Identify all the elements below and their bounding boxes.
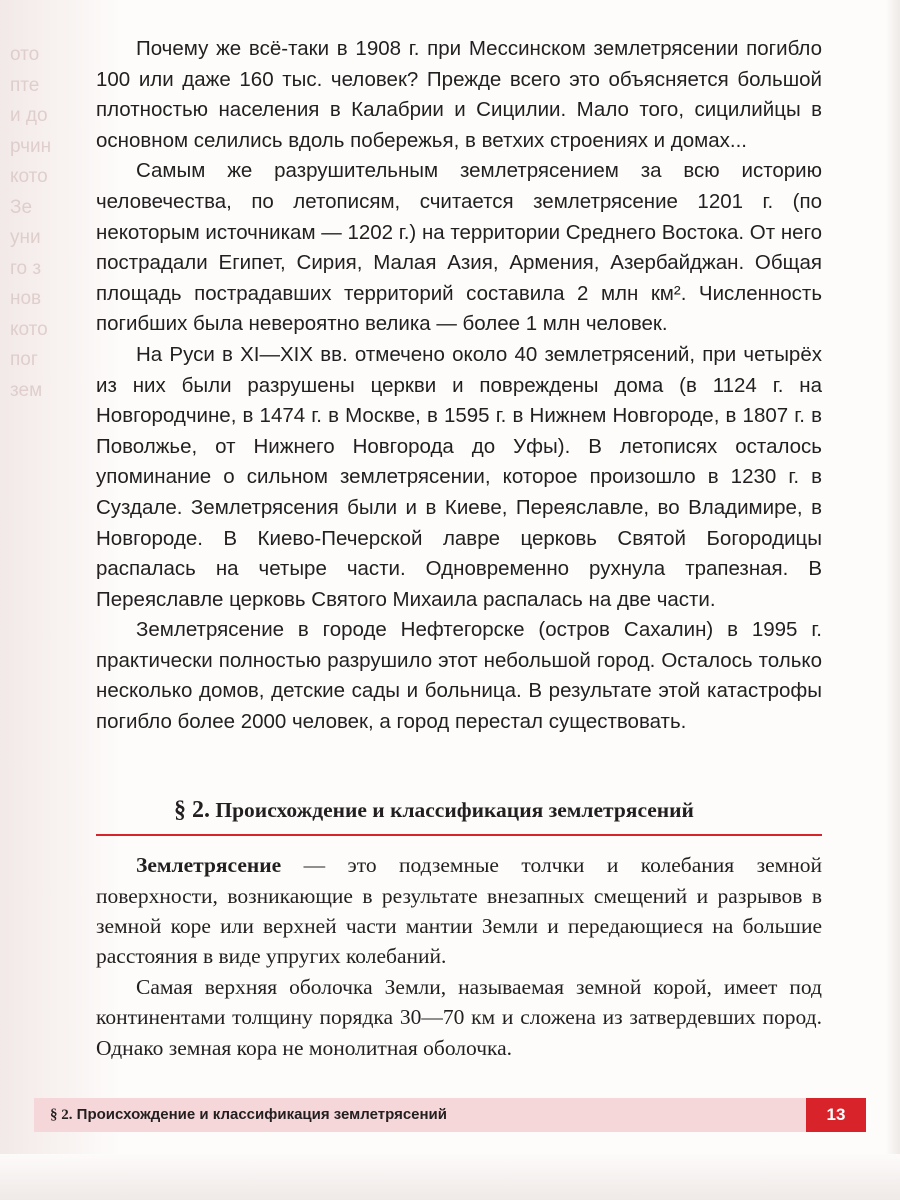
serif-paragraph: Самая верхняя оболочка Земли, называемая земной корой, имеет под континентами толщину порядка 30—70 км и сложена из затвердевших пород. Однако земная кора не монолитная оболочка. (96, 974, 822, 1060)
paragraph-2: Самым же разрушительным землетрясением за всю историю человечества, по летописям, считается землетрясение 1201 г. (по некоторым источникам — 1202 г.) на территории Среднего Востока. От него пострадали Египет, Сирия, Малая Азия, Армения, Азербайджан. Общая площадь пострадавших территорий составила 2 млн км². Численность погибших была невероятно велика — более 1 млн человек. (96, 159, 822, 336)
page-edge-bottom (0, 1154, 900, 1200)
footer-bar (34, 1098, 806, 1132)
definition-block (96, 850, 822, 1063)
section-title: Происхождение и классификация землетрясений (215, 797, 694, 822)
footer-section-symbol: § 2. (50, 1107, 73, 1123)
paragraph-1: Почему же всё-таки в 1908 г. при Мессинском землетрясении погибло 100 или даже 160 тыс. человек? Прежде всего это объясняется большой плотностью населения в Калабрии и Сицилии. Мало того, сицилийцы в основном селились вдоль побережья, в ветхих строениях и домах... (96, 37, 822, 152)
section-heading-line (174, 796, 822, 825)
section-symbol: § 2. (174, 796, 210, 823)
page-edge-right (886, 0, 900, 1200)
bleed-through-text: ото пте и до рчин кото Зе уни го з нов кото пог зем (10, 44, 52, 401)
definition-text: — это подземные толчки и колебания земной поверхности, возникающие в результате внезапных смещений и разрывов в земной коре или верхней части мантии Земли и передающиеся на большие расстояния в виде упругих колебаний. (96, 853, 822, 969)
footer-section-title: Происхождение и классификация землетрясений (72, 1106, 448, 1123)
paragraph-4: Землетрясение в городе Нефтегорске (остров Сахалин) в 1995 г. практически полностью разрушило этот небольшой город. Осталось только несколько домов, детские сады и больница. В результате этой катастрофы погибло более 2000 человек, а город перестал существовать. (96, 618, 822, 734)
page-number-box (806, 1098, 866, 1132)
page-number: 13 (826, 1105, 846, 1124)
footer-running-head (50, 1098, 447, 1132)
paragraph-3: На Руси в XI—XIX вв. отмечено около 40 землетрясений, при четырёх из них были разрушены церкви и повреждены дома (в 1124 г. на Новгородчине, в 1474 г. в Москве, в 1595 г. в Нижнем Новгороде, в 1807 г. в Поволжье, от Нижнего Новгорода до Уфы). В летописях осталось упоминание о сильном землетрясении, которое произошло в 1230 г. в Суздале. Землетрясения были и в Киеве, Переяславле, во Владимире, в Новгороде. В Киево-Печерской лавре церковь Святой Богородицы распалась на четыре части. Одновременно рухнула трапезная. В Переяславле церковь Святого Михаила распалась на две части. (96, 342, 822, 611)
page-content (96, 34, 822, 1063)
page-footer (34, 1098, 866, 1132)
definition-term: Землетрясение (136, 853, 282, 878)
section-heading (96, 796, 822, 825)
section-divider-rule (96, 834, 822, 837)
definition-paragraph (96, 850, 822, 972)
